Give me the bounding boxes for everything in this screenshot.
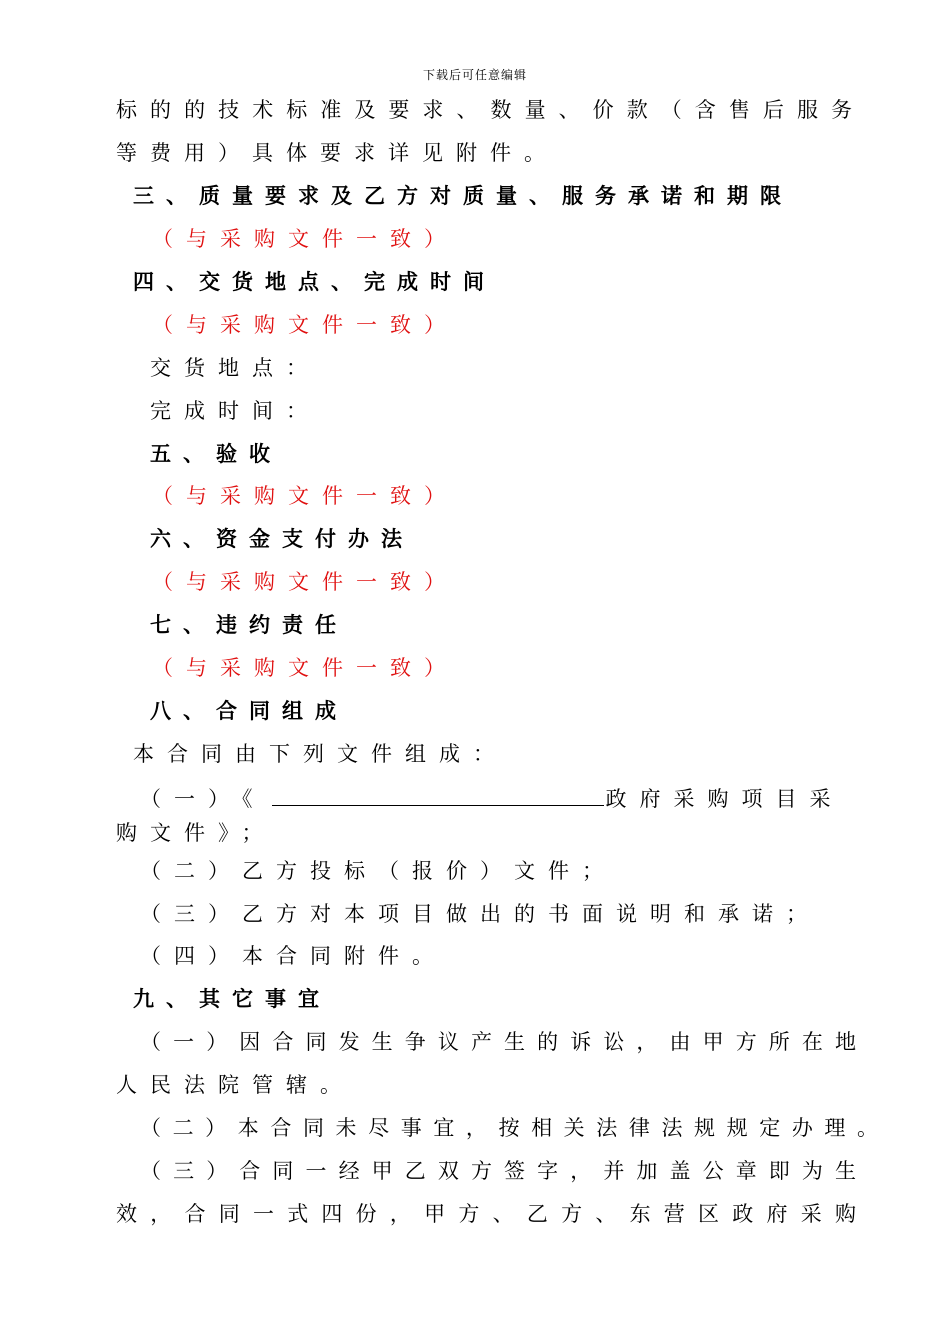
body-text-line: 效，合同一式四份，甲方、乙方、东营区政府采购 [116,1202,856,1226]
note-consistent-with-procurement: （与采购文件一致） [152,313,458,337]
contract-component-2: （二）乙方投标（报价）文件； [140,859,616,883]
note-consistent-with-procurement: （与采购文件一致） [152,656,458,680]
other-matter-1: （一）因合同发生争议产生的诉讼，由甲方所在地 [140,1030,856,1054]
note-consistent-with-procurement: （与采购文件一致） [152,570,458,594]
section-heading-8: 八、合同组成 [150,699,348,723]
note-consistent-with-procurement: （与采购文件一致） [152,484,458,508]
contract-component-1 [140,783,844,813]
section-heading-4: 四、交货地点、完成时间 [133,270,496,294]
body-text-line: 购文件》； [116,821,276,845]
completion-time-label: 完成时间： [150,399,320,423]
section-heading-7: 七、违约责任 [150,613,348,637]
delivery-location-label: 交货地点： [150,356,320,380]
section-heading-9: 九、其它事宜 [133,987,331,1011]
section-heading-3: 三、质量要求及乙方对质量、服务承诺和期限 [133,184,793,208]
component-1-suffix: 政府采购项目采 [605,787,844,811]
section-heading-5: 五、验收 [150,442,282,466]
body-text-line: 人民法院管辖。 [116,1073,354,1097]
other-matter-3: （三）合同一经甲乙双方签字，并加盖公章即为生 [140,1159,856,1183]
component-1-prefix: （一）《 [140,787,266,811]
contract-component-4: （四）本合同附件。 [140,944,446,968]
body-text-line: 本合同由下列文件组成： [133,742,507,766]
body-text-line: 等费用）具体要求详见附件。 [116,141,558,165]
section-heading-6: 六、资金支付办法 [150,527,414,551]
project-name-blank [272,783,604,806]
other-matter-2: （二）本合同未尽事宜，按相关法律法规规定办理。 [140,1116,878,1140]
note-consistent-with-procurement: （与采购文件一致） [152,227,458,251]
contract-component-3: （三）乙方对本项目做出的书面说明和承诺； [140,902,820,926]
page-header: 下载后可任意编辑 [422,68,527,82]
body-text-line: 标的的技术标准及要求、数量、价款（含售后服务 [116,98,852,122]
